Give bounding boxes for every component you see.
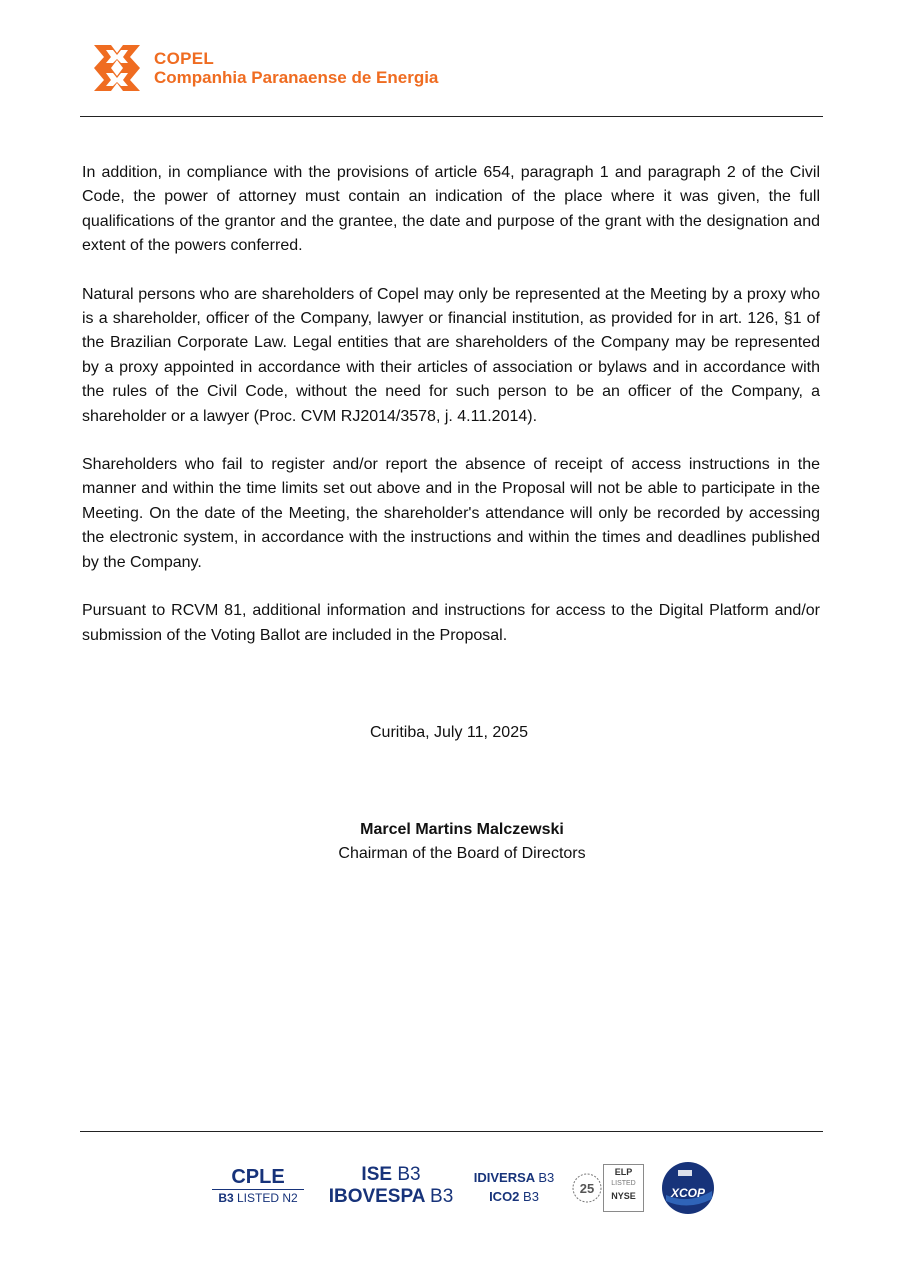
brand-name: COPEL <box>154 49 215 68</box>
document-body <box>82 161 820 672</box>
svg-text:XCOP: XCOP <box>670 1186 706 1200</box>
paragraph-rcvm81: Pursuant to RCVM 81, additional information and instructions for access to the Digital Platform and/or submission of the Voting Ballot are included in the Proposal. <box>82 602 820 644</box>
idiversa-ico2-logo <box>468 1168 560 1206</box>
ise-line: ISE B3 <box>361 1164 421 1185</box>
signature-block <box>0 818 898 866</box>
cple-ticker: CPLE <box>212 1166 304 1190</box>
paragraph-representation: Natural persons who are shareholders of Copel may only be represented at the Meeting by a proxy who is a shareholder, officer of the Company, lawyer or financial institution, as provided for in art. 126, §1 of the Brazilian Corporate Law. Legal entities that are shareholders of the Company may be represented by a proxy appointed in accordance with their articles of association or bylaws and in accordance with the rules of the Civil Code, without the need for such person to be an officer of the Company, a shareholder or a lawyer (Proc. CVM RJ2014/3578, j. 4.11.2014). <box>82 285 820 425</box>
paragraph-registration: Shareholders who fail to register and/or report the absence of receipt of access instructions in the manner and within the time limits set out above and in the Proposal will not be able to participate in the Meeting. On the date of the Meeting, the shareholder's attendance will only be recorded by accessing the electronic system, in accordance with the instructions and within the times and deadlines published by the Company. <box>82 456 820 571</box>
cple-listed-logo <box>212 1166 304 1206</box>
header-divider <box>80 116 823 117</box>
paragraph-power-of-attorney: In addition, in compliance with the provisions of article 654, paragraph 1 and paragraph 2 of the Civil Code, the power of attorney must contain an indication of the place where it was given, the full qualifications of the grantor and the grantee, the date and purpose of the grant with the designation and extent of the powers conferred. <box>82 164 820 255</box>
ico2-line: ICO2 B3 <box>489 1189 539 1204</box>
signer-title: Chairman of the Board of Directors <box>338 845 586 862</box>
footer-logos <box>0 1160 898 1220</box>
cple-listed-text: B3 LISTED N2 <box>218 1191 298 1205</box>
place-date: Curitiba, July 11, 2025 <box>369 724 528 741</box>
footer-divider <box>80 1131 823 1132</box>
elp-nyse-logo <box>571 1164 643 1212</box>
idiversa-line: IDIVERSA B3 <box>473 1170 555 1185</box>
page-header <box>92 42 438 94</box>
ise-ibovespa-logo <box>322 1164 460 1208</box>
brand-block <box>154 49 438 87</box>
elp-box: ELP LISTED NYSE <box>603 1164 644 1212</box>
copel-star-logo-icon <box>92 43 142 93</box>
brand-full-name: Companhia Paranaense de Energia <box>154 68 439 87</box>
ibovespa-line: IBOVESPA B3 <box>328 1186 454 1207</box>
signer-name: Marcel Martins Malczewski <box>360 821 564 838</box>
bme-xcop-badge-icon <box>660 1161 716 1215</box>
laurel-25-years-icon <box>571 1172 603 1204</box>
svg-text:25: 25 <box>579 1181 595 1196</box>
